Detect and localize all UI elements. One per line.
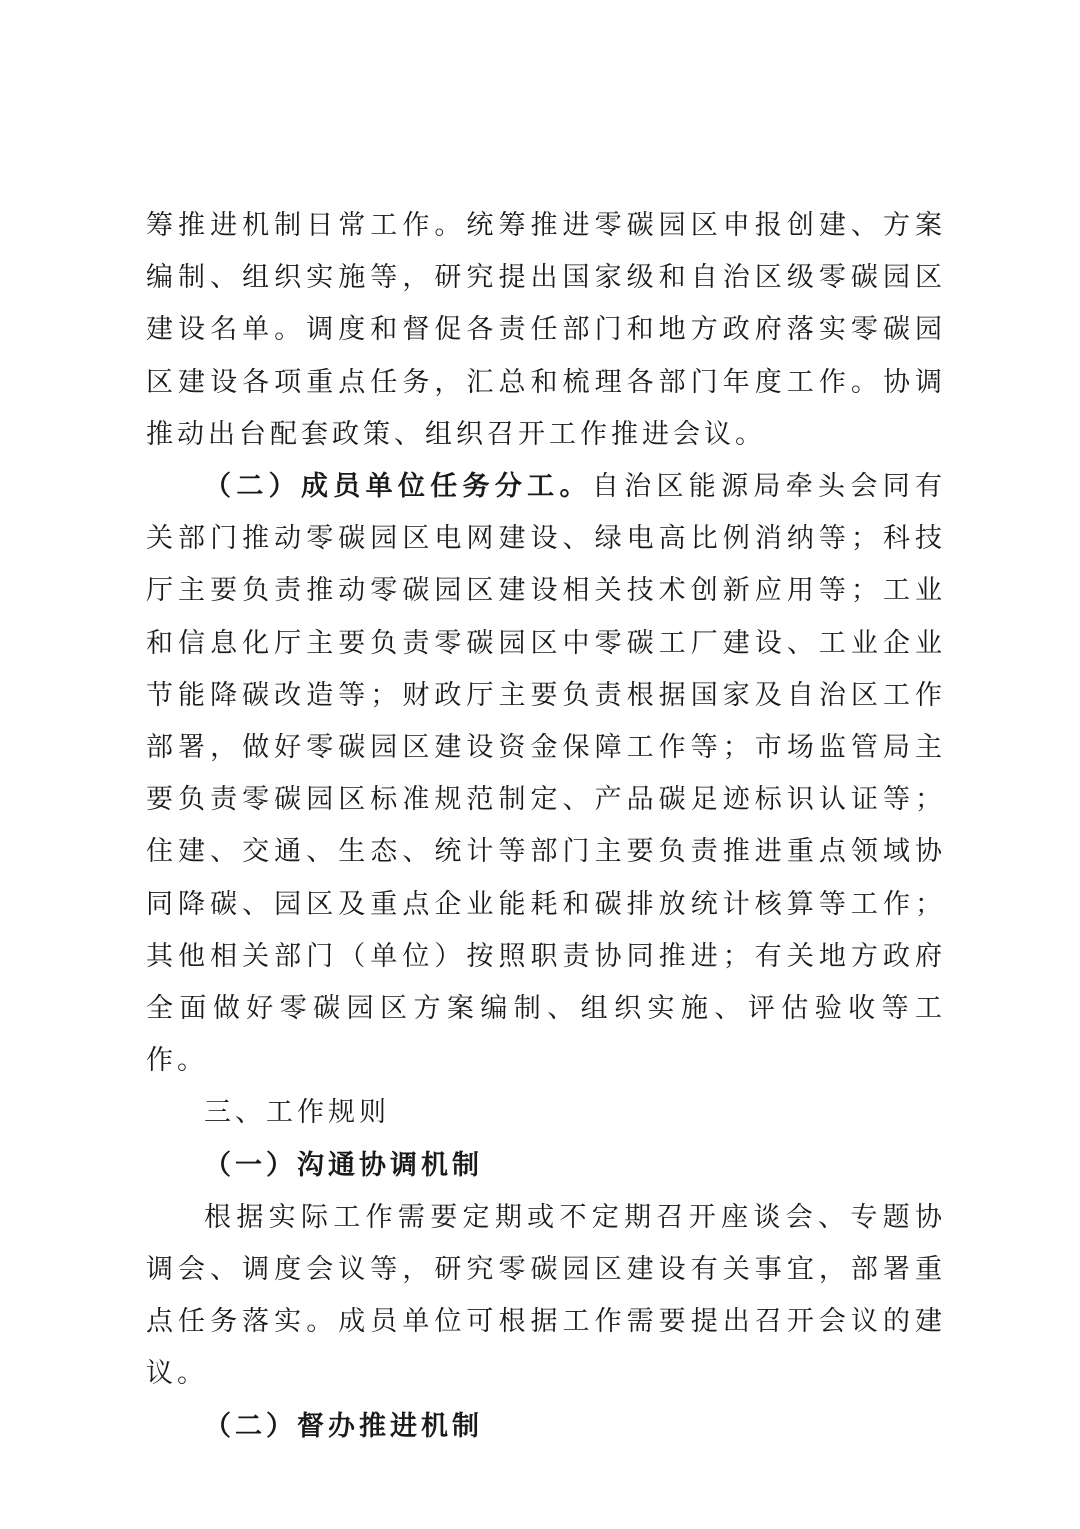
paragraph-communication-mechanism: 根据实际工作需要定期或不定期召开座谈会、专题协调会、调度会议等，研究零碳园区建设有关事宜，部署重点任务落实。成员单位可根据工作需要提出召开会议的建议。 [146,1201,946,1390]
paragraph-coordination-duties: 筹推进机制日常工作。统筹推进零碳园区申报创建、方案编制、组织实施等，研究提出国家级和自治区级零碳园区建设名单。调度和督促各责任部门和地方政府落实零碳园区建设各项重点任务，汇总和梳理各部门年度工作。协调推动出台配套政策、组织召开工作推进会议。 [146,210,946,450]
subsection-title-communication: （一）沟通协调机制 [204,1149,483,1181]
member-units-heading: （二）成员单位任务分工。 [204,471,592,503]
document-page [146,200,946,1453]
paragraph-member-units [146,461,946,1087]
subsection-title-supervision: （二）督办推进机制 [204,1410,483,1442]
section-title-work-rules: 三、工作规则 [204,1097,390,1129]
member-units-body: 自治区能源局牵头会同有关部门推动零碳园区电网建设、绿电高比例消纳等；科技厅主要负责推动零碳园区建设相关技术创新应用等；工业和信息化厅主要负责零碳园区中零碳工厂建设、工业企业节能降碳改造等；财政厅主要负责根据国家及自治区工作部署，做好零碳园区建设资金保障工作等；市场监管局主要负责零碳园区标准规范制定、产品碳足迹标识认证等；住建、交通、生态、统计等部门主要负责推进重点领域协同降碳、园区及重点企业能耗和碳排放统计核算等工作；其他相关部门（单位）按照职责协同推进；有关地方政府全面做好零碳园区方案编制、组织实施、评估验收等工作。 [146,471,947,1077]
